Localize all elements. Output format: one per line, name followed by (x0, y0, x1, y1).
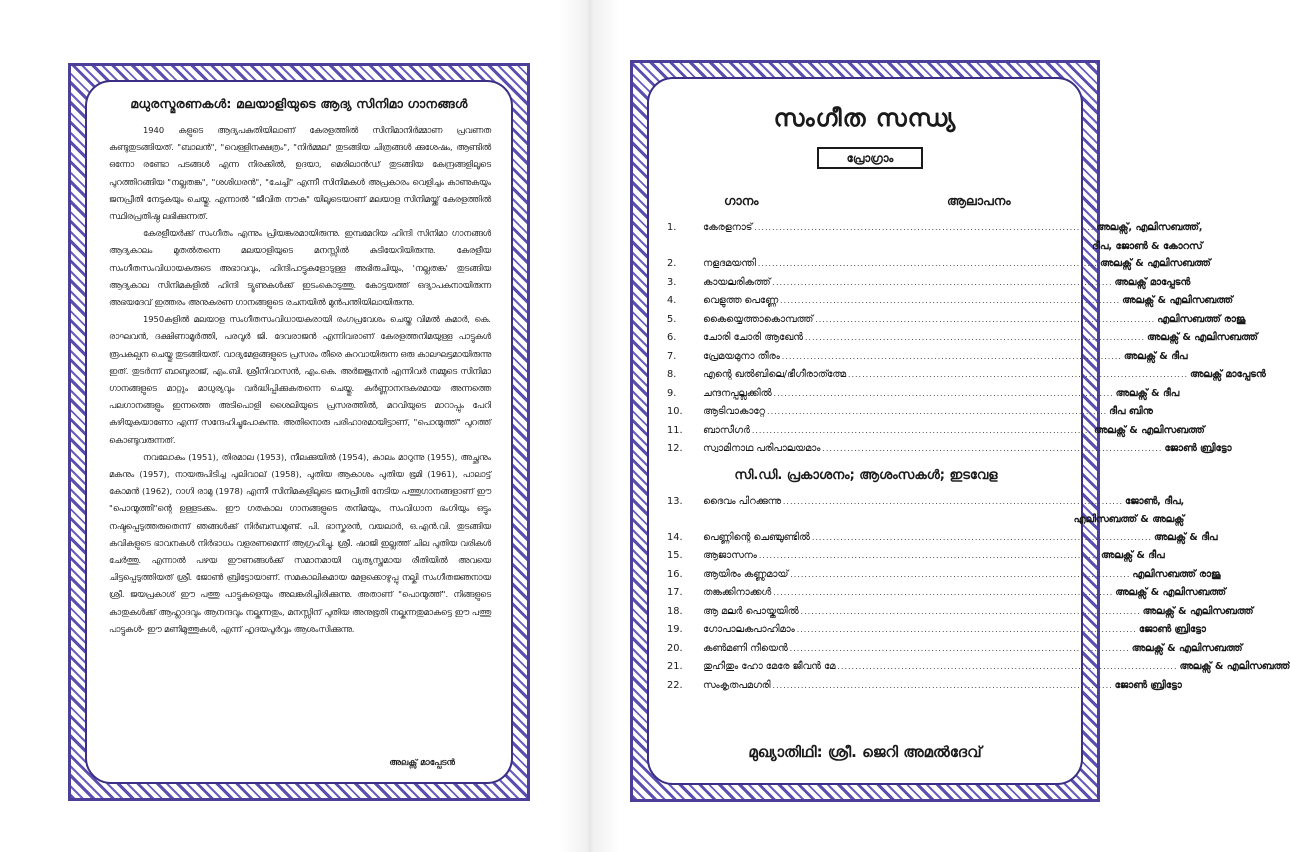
song-row (667, 329, 1258, 348)
song-title: വെളുത്ത പെണ്ണേ (703, 295, 779, 306)
song-number: 18. (667, 605, 683, 617)
song-line (703, 219, 1202, 238)
song-title: ചോരി ചോരി ആഖേൻ (703, 332, 803, 343)
song-singer: അലക്സ് & ദീപ (1101, 550, 1165, 561)
leader-dots: ................................................................................................ (772, 277, 1113, 287)
song-singer-continued: എലിസബത്ത് & അലക്സ് (1073, 514, 1185, 525)
song-number: 7. (667, 350, 677, 362)
song-entry (703, 385, 1179, 404)
song-number: 6. (667, 332, 677, 343)
song-number: 19. (667, 624, 683, 635)
leader-dots: ................................................................................................ (822, 444, 1163, 453)
leader-dots: ................................................................................................ (758, 551, 1099, 560)
song-number: 14. (667, 531, 683, 543)
leader-dots: ................................................................................................ (754, 223, 1095, 232)
song-singer: ദീപ ബിനു (1109, 406, 1153, 417)
song-line (703, 658, 1290, 677)
song-number: 22. (667, 679, 683, 691)
song-entry (703, 255, 1211, 274)
song-number: 21. (667, 661, 683, 672)
song-singer: അലക്സ് & എലിസബത്ത് (1122, 295, 1233, 306)
song-line (703, 403, 1153, 422)
interval-heading: സി.ഡി. പ്രകാശനം; ആശംസകൾ; ഇടവേള (734, 467, 998, 483)
song-singer: ജോൺ ബ്രിട്ടോ (1114, 679, 1182, 691)
song-entry (703, 311, 1245, 330)
song-line (703, 366, 1266, 385)
song-singer: അലക്സ് & ദീപ (1123, 350, 1188, 362)
song-entry (703, 621, 1206, 640)
leader-dots: ................................................................................................ (790, 569, 1131, 579)
song-title: പ്രേമയമുനാ തീരം (703, 350, 780, 362)
song-singer: അലക്സ് & എലിസബത്ത് (1099, 258, 1211, 269)
song-number: 1. (667, 222, 677, 233)
song-singer: എലിസബത്ത് രാജു (1157, 313, 1246, 325)
song-title: കായലരികത്ത് (703, 276, 771, 288)
song-title: ആജാസനം (703, 550, 757, 561)
song-line (703, 566, 1220, 585)
song-line (703, 621, 1206, 640)
song-entry (703, 547, 1164, 566)
leader-dots: ................................................................................................ (780, 296, 1121, 305)
article-body (109, 122, 491, 638)
song-number: 5. (667, 313, 677, 325)
song-singer: അലക്സ് & എലിസബത്ത് (1115, 587, 1226, 598)
song-title: നളദമയന്തി (703, 258, 756, 269)
leader-dots: ................................................................................................ (847, 370, 1189, 379)
song-entry (703, 219, 1202, 256)
song-number: 8. (667, 369, 677, 380)
song-title: ആയിരം കണ്ണുമായ് (703, 568, 789, 580)
leader-dots: ................................................................................................ (767, 407, 1108, 416)
song-list (667, 219, 1290, 695)
song-row (667, 584, 1226, 603)
song-line (703, 422, 1204, 441)
song-singer: അലക്സ് & എലിസബത്ത് (1179, 661, 1290, 672)
song-line (703, 493, 1184, 512)
song-line (703, 677, 1182, 696)
song-line (703, 529, 1217, 548)
leader-dots: ................................................................................................ (773, 388, 1114, 398)
song-line (703, 440, 1231, 459)
column-header-song: ഗാനം (724, 193, 759, 208)
song-entry (703, 658, 1290, 677)
right-page-border (630, 60, 1290, 802)
song-number: 17. (667, 587, 683, 598)
song-line (703, 385, 1179, 404)
song-row (667, 440, 1232, 459)
song-number: 4. (667, 295, 677, 306)
article-paragraph: കേരളീയർക്ക് സംഗീതം എന്നും പ്രിയങ്കരമായിരുന്നു. ഇമ്പമേറിയ ഹിന്ദി സിനിമാ ഗാനങ്ങൾ ആദ്യകാലം മുതൽതന്നെ മലയാളിയുടെ മനസ്സിൽ കുടിയേറിയിരുന്നു. കേരളീയ സംഗീതസംവിധായകരുടെ അഭാവവും, ഹിന്ദിപാട്ടുകളോടുള്ള അഭിരുചിയും, 'നല്ലതങ്ക' തുടങ്ങിയ ആദ്യകാല സിനിമകളിൽ ഹിന്ദി ട്യൂണുകൾക്ക് ഇടംകൊടുത്തു. കോട്ടയത്ത് ഒദ്യാപകനായിരുന്ന അഭയദേവ് ഇത്തരം അനുകരണ ഗാനങ്ങളുടെ രചനയിൽ മുൻപന്തിയിലായിരുന്നു. (109, 228, 491, 308)
song-row (667, 274, 1191, 293)
song-row (667, 366, 1266, 385)
song-entry (703, 584, 1226, 603)
song-row (667, 403, 1153, 422)
article-paragraph: 1950കളിൽ മലയാള സംഗീതസംവിധായകരായി രംഗപ്രവേശം ചെയ്ത വിമൽ കുമാർ, കെ. രാഘവൻ, ദക്ഷിണാമൂർത്തി, പരവൂർ ജി. ദേവരാജൻ എന്നിവരാണ് കേരളത്തനിമയുള്ള പാട്ടുകൾ രൂപകല്പന ചെയ്തു തുടങ്ങിയത്. വാദ്യമേളങ്ങളുടെ പ്രസരം തീരെ കുറവായിരുന്ന ഒരു കാലഘട്ടമായിരുന്നു ഇത്. തുടർന്ന് ബാബുരാജ്, എം.ബി. ശ്രീനിവാസൻ, എം.കെ. അർജ്ജുനൻ എന്നിവർ നമ്മുടെ സിനിമാ ഗാനങ്ങളുടെ മാറ്റും മാധുര്യവും വർദ്ധിപ്പിക്കുകതന്നെ ചെയ്തു. കർണ്ണാനന്ദകരമായ അന്നത്തെ പലഗാനങ്ങളും ഇന്നത്തെ അടിപൊളി ശൈലിയുടെ പ്രസരത്തിൽ, മറവിയുടെ മാറാപ്പും പേറി കഴിയുകയാണോ എന്ന് സന്ദേഹിച്ചുപോകുന്നു. അതിനൊരു പരിഹാരമായിട്ടാണ്, "പൊന്മുത്ത്" പുറത്ത് കൊണ്ടുവരുന്നത്. (109, 314, 491, 445)
song-title: സംകൃതപമഗരി (703, 679, 771, 691)
song-line (703, 329, 1258, 348)
song-number: 9. (667, 387, 677, 399)
song-row (667, 677, 1182, 696)
song-line (703, 603, 1253, 622)
leader-dots: ................................................................................................ (804, 333, 1146, 342)
leader-dots: ................................................................................................ (757, 259, 1098, 268)
song-title: ദൈവം പിറക്കുന്നു (703, 495, 781, 507)
song-singer: ജോൺ ബ്രിട്ടോ (1138, 624, 1206, 635)
leader-dots: ................................................................................................ (751, 425, 1092, 435)
song-title: പെണ്ണിന്റെ ചെഞ്ചുണ്ടിൽ (703, 531, 810, 543)
song-row (667, 219, 1203, 255)
song-entry (703, 640, 1242, 659)
song-title: തുഹീതും ഹോ മേരേ ജീവൻ മേ (703, 661, 836, 672)
song-singer: എലിസബത്ത് രാജു (1132, 568, 1221, 580)
song-row (667, 422, 1205, 441)
song-line (703, 640, 1242, 659)
song-singer: അലക്സ് & എലിസബത്ത് (1147, 332, 1258, 343)
article-signature: അലക്സ് മാപ്പേടൻ (389, 758, 455, 768)
article-title: മധുരസ്മരണകൾ: മലയാളിയുടെ ആദ്യ സിനിമാ ഗാനങ്ങൾ (130, 96, 468, 111)
song-singer: അലക്സ് മാപ്പേടൻ (1114, 276, 1191, 288)
song-entry (703, 422, 1204, 441)
song-row (667, 547, 1165, 566)
leader-dots: ................................................................................................ (782, 496, 1124, 506)
song-row (667, 658, 1290, 677)
song-row (667, 493, 1185, 529)
leader-dots: ................................................................................................ (811, 532, 1152, 542)
leader-dots: ................................................................................................ (789, 643, 1130, 653)
song-entry (703, 529, 1217, 548)
song-number: 2. (667, 258, 677, 269)
song-singer: അലക്സ് & എലിസബത്ത് (1142, 605, 1254, 617)
song-number: 3. (667, 276, 677, 288)
song-entry (703, 603, 1253, 622)
article-paragraph: നവലോകം (1951), തിരമാല (1953), നീലക്കുയിൽ (1954), കാലം മാറുന്നു (1955), അച്ഛനും മകനും (1957), നായരുപിടിച്ച പുലിവാല് (1958), പുതിയ ആകാശം പുതിയ ഭൂമി (1961), പാലാട്ട് കോമൻ (1962), റാഗി രാമു (1978) എന്നീ സിനിമകളിലൂടെ ജനപ്രീതി നേടിയ പത്തുഗാനങ്ങളാണ് ഈ "പൊന്മുത്തി"ന്റെ ഉള്ളടക്കം. ഈ ഗതകാല ഗാനങ്ങളുടെ തനിമയും, സംവിധാന ഭംഗിയും ഒട്ടും നഷ്ടപ്പെടുത്തരുതെന്ന് ഞങ്ങൾക്ക് നിർബന്ധമുണ്ട്. പി. ഭാസ്കരൻ, വയലാർ, ഒ.എൻ.വി. തുടങ്ങിയ കവികളുടെ ഭാവനകൾ നിർഭാധം വളരണമെന്ന് ആഗ്രഹിച്ചു. ശ്രീ. ഷാജി ഇല്ലത്ത് ചില പുതിയ വരികൾ ചേർത്തു. എന്നാൽ പഴയ ഈണങ്ങൾക്ക് സമാനമായി വ്യത്യസ്തമായ രീതിയിൽ അവയെ ചിട്ടപ്പെടുത്തിയത് ശ്രീ. ജോൺ ബ്രിട്ടോയാണ്. സമകാലികമായ മേളക്കൊഴുപ്പു നല്കി സംഗീതജ്ഞനായ ശ്രീ. ജയപ്രകാശ് ഈ പത്തു പാട്ടുകളെയും അലങ്കരിച്ചിരിക്കുന്നു. അതാണ് "പൊന്മുത്ത്". നിങ്ങളുടെ കാതുകൾക്ക് ആഹ്ലാദവും ആനന്ദവും നല്കുന്നതും, മനസ്സിന് പുതിയ അനുഭൂതി നല്കുന്നതുമാകട്ടെ ഈ പത്തു പാട്ടുകൾ- ഈ മണിമുത്തുകൾ, എന്ന് ഹൃദയപൂർവ്വം ആശംസിക്കുന്നു. (109, 451, 491, 634)
leader-dots: ................................................................................................ (781, 351, 1122, 361)
song-title: ആ മലർ പൊയ്കയിൽ (703, 605, 799, 617)
song-entry (703, 440, 1231, 459)
program-subtitle: പ്രോഗ്രാം (817, 147, 923, 169)
song-line (703, 547, 1164, 566)
column-header-singer: ആലാപനം (947, 193, 1011, 208)
song-line (703, 348, 1187, 367)
song-singer: അലക്സ് & എലിസബത്ത് (1093, 424, 1205, 436)
song-line (703, 311, 1245, 330)
article-paragraph: 1940 കളുടെ ആദ്യപകുതിയിലാണ് കേരളത്തിൽ സിനിമാനിർമ്മാണ പ്രവണത കണ്ടുതുടങ്ങിയത്. "ബാലൻ", "വെള്ളിനക്ഷത്രം", "നിർമ്മല" തുടങ്ങിയ ചിത്രങ്ങൾ ക്കുശേഷം, ആണ്ടിൽ ഒന്നോ രണ്ടോ പടങ്ങൾ എന്ന നിരക്കിൽ, ഉദയാ, മെരിലാൻഡ് തുടങ്ങിയ കേന്ദ്രങ്ങളിലൂടെ പുറത്തിറങ്ങിയ "നല്ലതങ്ക", "ശശിധരൻ", "ചേച്ചി" എന്നീ സിനിമകൾ അപ്രകാരം വെളിച്ചം കാണുകയും ജനപ്രീതി നേടുകയും ചെയ്തു. എന്നാൽ "ജീവിത നൗക" യിലൂടെയാണ് മലയാള സിനിമയ്ക്ക് കേരളത്തിൽ സ്ഥിരപ്രതിഷ്ഠ ലഭിക്കുന്നത്. (109, 125, 491, 222)
song-row (667, 529, 1218, 548)
song-number: 12. (667, 443, 683, 454)
song-singer: അലക്സ് & എലിസബത്ത് (1131, 642, 1243, 654)
leader-dots: ................................................................................................ (815, 314, 1156, 324)
song-number: 13. (667, 495, 683, 507)
left-page-border (68, 63, 530, 801)
leader-dots: ................................................................................................ (837, 662, 1178, 671)
song-list-part-2 (667, 493, 1290, 696)
song-row (667, 385, 1180, 404)
song-singer: അലക്സ് മാപ്പേടൻ (1190, 369, 1266, 380)
song-number: 15. (667, 550, 683, 561)
song-entry (703, 403, 1153, 422)
song-line (703, 274, 1190, 293)
song-row (667, 348, 1188, 367)
song-number: 20. (667, 642, 683, 654)
song-singer: ജോൺ, ദീപ, (1125, 495, 1185, 507)
leader-dots: ................................................................................................ (773, 588, 1114, 597)
song-number: 11. (667, 424, 683, 436)
song-row (667, 621, 1206, 640)
right-page (647, 77, 1290, 785)
song-title: തങ്കക്കിനാക്കൾ (703, 587, 772, 598)
song-title: ആടിവാകാറ്റേ (703, 406, 766, 417)
left-page (85, 80, 513, 784)
song-title: ഗോപാലകപാഹിമാം (703, 624, 795, 635)
song-singer: അലക്സ് & ദീപ (1153, 531, 1218, 543)
song-entry (703, 566, 1220, 585)
leader-dots: ................................................................................................ (772, 680, 1113, 690)
song-entry (703, 493, 1184, 530)
song-entry (703, 677, 1182, 696)
song-entry (703, 348, 1187, 367)
song-line (703, 584, 1226, 603)
song-title: കേരളനാട് (703, 222, 753, 233)
song-title: എന്റെ ഖൽബിലെ/ഭീഗീരാത്ത്മേ (703, 369, 846, 380)
song-singer: അലക്സ്, എലിസബത്ത്, (1096, 222, 1203, 233)
song-title: ചന്ദനപ്പല്ലക്കിൽ (703, 387, 772, 399)
leader-dots: ................................................................................................ (796, 625, 1137, 634)
book-spine-shadow (560, 0, 620, 852)
song-title: ബാസീഗർ (703, 424, 750, 436)
song-singer: അലക്സ് & ദീപ (1115, 387, 1180, 399)
song-line (703, 292, 1233, 311)
song-entry (703, 292, 1233, 311)
song-row (667, 603, 1254, 622)
song-singer-continued: ദീപ, ജോൺ & കോറസ് (1092, 240, 1203, 252)
song-singer: ജോൺ ബ്രിട്ടോ (1164, 443, 1232, 454)
song-title: സ്വാമിനാഥ പരിപാലയമാം (703, 443, 821, 454)
song-row (667, 311, 1246, 330)
song-title: കൈയ്യെത്താകൊമ്പത്ത് (703, 313, 814, 325)
song-number: 16. (667, 568, 683, 580)
song-row (667, 292, 1233, 311)
song-entry (703, 329, 1258, 348)
chief-guest: മുഖ്യാതിഥി: ശ്രീ. ജെറി അമൽദേവ് (748, 743, 982, 761)
song-number: 10. (667, 406, 683, 417)
song-row (667, 640, 1243, 659)
song-entry (703, 366, 1266, 385)
song-line (703, 255, 1211, 274)
song-list-part-1 (667, 219, 1266, 459)
song-title: കൺമണി നീയെൻ (703, 642, 788, 654)
song-entry (703, 274, 1190, 293)
song-row (667, 255, 1211, 274)
program-title: സംഗീത സന്ധ്യ (773, 103, 957, 132)
leader-dots: ................................................................................................ (800, 606, 1141, 616)
song-row (667, 566, 1221, 585)
